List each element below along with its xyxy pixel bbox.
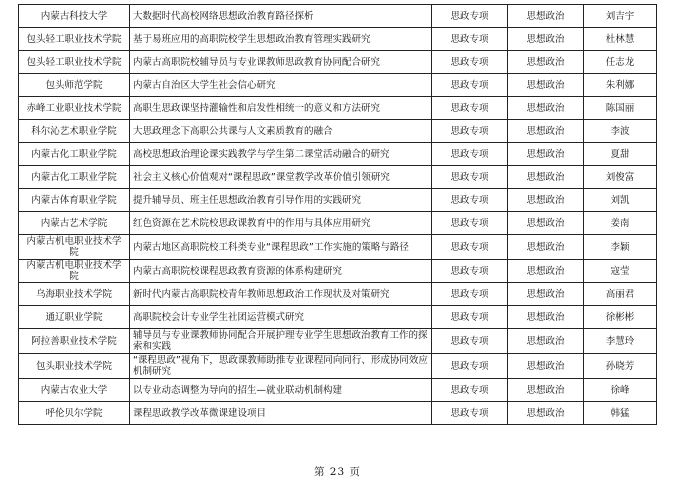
category-cell: 思政专项 (432, 354, 508, 379)
table-row (19, 5, 657, 28)
field-cell: 思想政治 (508, 379, 584, 402)
category-cell: 思政专项 (432, 283, 508, 306)
unit-cell: 内蒙古机电职业技术学院 (19, 260, 130, 283)
page-number: 第 23 页 (313, 466, 362, 478)
table-row (19, 97, 657, 120)
project-title-cell: 高校思想政治理论课实践教学与学生第二课堂活动融合的研究 (130, 143, 432, 166)
leader-cell: 刘吉宇 (584, 5, 657, 28)
table-row (19, 283, 657, 306)
project-title-cell: 内蒙古高职院校课程思政教育资源的体系构建研究 (130, 260, 432, 283)
table-row (19, 51, 657, 74)
project-table-body (19, 5, 657, 425)
project-title-cell: 大数据时代高校网络思想政治教育路径探析 (130, 5, 432, 28)
project-title-cell: 辅导员与专业课教师协同配合开展护理专业学生思想政治教育工作的探索和实践 (130, 329, 432, 354)
project-title-cell: 内蒙古高职院校辅导员与专业课教师思政教育协同配合研究 (130, 51, 432, 74)
table-row (19, 189, 657, 212)
leader-cell: 姜南 (584, 212, 657, 235)
category-cell: 思政专项 (432, 120, 508, 143)
field-cell: 思想政治 (508, 235, 584, 260)
unit-cell: 包头师范学院 (19, 74, 130, 97)
category-cell: 思政专项 (432, 260, 508, 283)
field-cell: 思想政治 (508, 74, 584, 97)
category-cell: 思政专项 (432, 402, 508, 425)
unit-cell: 内蒙古农业大学 (19, 379, 130, 402)
unit-cell: 内蒙古机电职业技术学院 (19, 235, 130, 260)
unit-cell: 通辽职业学院 (19, 306, 130, 329)
category-cell: 思政专项 (432, 143, 508, 166)
unit-cell: 内蒙古化工职业学院 (19, 166, 130, 189)
category-cell: 思政专项 (432, 28, 508, 51)
category-cell: 思政专项 (432, 97, 508, 120)
table-row (19, 120, 657, 143)
unit-cell: 内蒙古体育职业学院 (19, 189, 130, 212)
table-row (19, 143, 657, 166)
field-cell: 思想政治 (508, 354, 584, 379)
category-cell: 思政专项 (432, 51, 508, 74)
project-title-cell: “课程思政”视角下，思政课教师助推专业课程同向同行、形成协同效应机制研究 (130, 354, 432, 379)
field-cell: 思想政治 (508, 306, 584, 329)
table-row (19, 74, 657, 97)
unit-cell: 内蒙古化工职业学院 (19, 143, 130, 166)
unit-cell: 包头轻工职业技术学院 (19, 51, 130, 74)
unit-cell: 内蒙古科技大学 (19, 5, 130, 28)
field-cell: 思想政治 (508, 212, 584, 235)
table-row (19, 306, 657, 329)
leader-cell: 陈国丽 (584, 97, 657, 120)
leader-cell: 徐彬彬 (584, 306, 657, 329)
project-title-cell: 提升辅导员、班主任思想政治教育引导作用的实践研究 (130, 189, 432, 212)
leader-cell: 徐峰 (584, 379, 657, 402)
project-title-cell: 红色资源在艺术院校思政课教育中的作用与具体应用研究 (130, 212, 432, 235)
unit-cell: 赤峰工业职业技术学院 (19, 97, 130, 120)
leader-cell: 李慧玲 (584, 329, 657, 354)
unit-cell: 乌海职业技术学院 (19, 283, 130, 306)
unit-cell: 包头职业技术学院 (19, 354, 130, 379)
leader-cell: 李颖 (584, 235, 657, 260)
category-cell: 思政专项 (432, 212, 508, 235)
field-cell: 思想政治 (508, 283, 584, 306)
table-row (19, 260, 657, 283)
table-row (19, 212, 657, 235)
leader-cell: 刘凯 (584, 189, 657, 212)
category-cell: 思政专项 (432, 379, 508, 402)
project-title-cell: 高职院校会计专业学生社团运营模式研究 (130, 306, 432, 329)
project-title-cell: 内蒙古地区高职院校工科类专业“课程思政”工作实施的策略与路径 (130, 235, 432, 260)
leader-cell: 李波 (584, 120, 657, 143)
field-cell: 思想政治 (508, 5, 584, 28)
project-title-cell: 以专业动态调整为导向的招生—就业联动机制构建 (130, 379, 432, 402)
project-title-cell: 大思政理念下高职公共课与人文素质教育的融合 (130, 120, 432, 143)
project-title-cell: 课程思政教学改革微课建设项目 (130, 402, 432, 425)
leader-cell: 高丽君 (584, 283, 657, 306)
category-cell: 思政专项 (432, 74, 508, 97)
field-cell: 思想政治 (508, 51, 584, 74)
leader-cell: 寇莹 (584, 260, 657, 283)
project-title-cell: 新时代内蒙古高职院校青年教师思想政治工作现状及对策研究 (130, 283, 432, 306)
project-title-cell: 高职生思政课坚持灌输性和启发性相统一的意义和方法研究 (130, 97, 432, 120)
table-row (19, 28, 657, 51)
unit-cell: 阿拉善职业技术学院 (19, 329, 130, 354)
leader-cell: 刘俊富 (584, 166, 657, 189)
category-cell: 思政专项 (432, 166, 508, 189)
field-cell: 思想政治 (508, 402, 584, 425)
unit-cell: 包头轻工职业技术学院 (19, 28, 130, 51)
table-row (19, 329, 657, 354)
table-row (19, 166, 657, 189)
project-title-cell: 社会主义核心价值观对“课程思政”课堂教学改革价值引领研究 (130, 166, 432, 189)
leader-cell: 夏甜 (584, 143, 657, 166)
table-row (19, 402, 657, 425)
leader-cell: 任志龙 (584, 51, 657, 74)
leader-cell: 韩猛 (584, 402, 657, 425)
table-row (19, 235, 657, 260)
field-cell: 思想政治 (508, 189, 584, 212)
category-cell: 思政专项 (432, 235, 508, 260)
category-cell: 思政专项 (432, 5, 508, 28)
unit-cell: 内蒙古艺术学院 (19, 212, 130, 235)
field-cell: 思想政治 (508, 97, 584, 120)
field-cell: 思想政治 (508, 166, 584, 189)
table-row (19, 379, 657, 402)
unit-cell: 呼伦贝尔学院 (19, 402, 130, 425)
project-title-cell: 内蒙古自治区大学生社会信心研究 (130, 74, 432, 97)
project-table (18, 4, 657, 425)
field-cell: 思想政治 (508, 28, 584, 51)
leader-cell: 朱利娜 (584, 74, 657, 97)
field-cell: 思想政治 (508, 120, 584, 143)
field-cell: 思想政治 (508, 260, 584, 283)
field-cell: 思想政治 (508, 329, 584, 354)
category-cell: 思政专项 (432, 189, 508, 212)
category-cell: 思政专项 (432, 306, 508, 329)
table-row (19, 354, 657, 379)
category-cell: 思政专项 (432, 329, 508, 354)
unit-cell: 科尔沁艺术职业学院 (19, 120, 130, 143)
project-title-cell: 基于易班应用的高职院校学生思想政治教育管理实践研究 (130, 28, 432, 51)
leader-cell: 杜林慧 (584, 28, 657, 51)
field-cell: 思想政治 (508, 143, 584, 166)
leader-cell: 孙晓芳 (584, 354, 657, 379)
